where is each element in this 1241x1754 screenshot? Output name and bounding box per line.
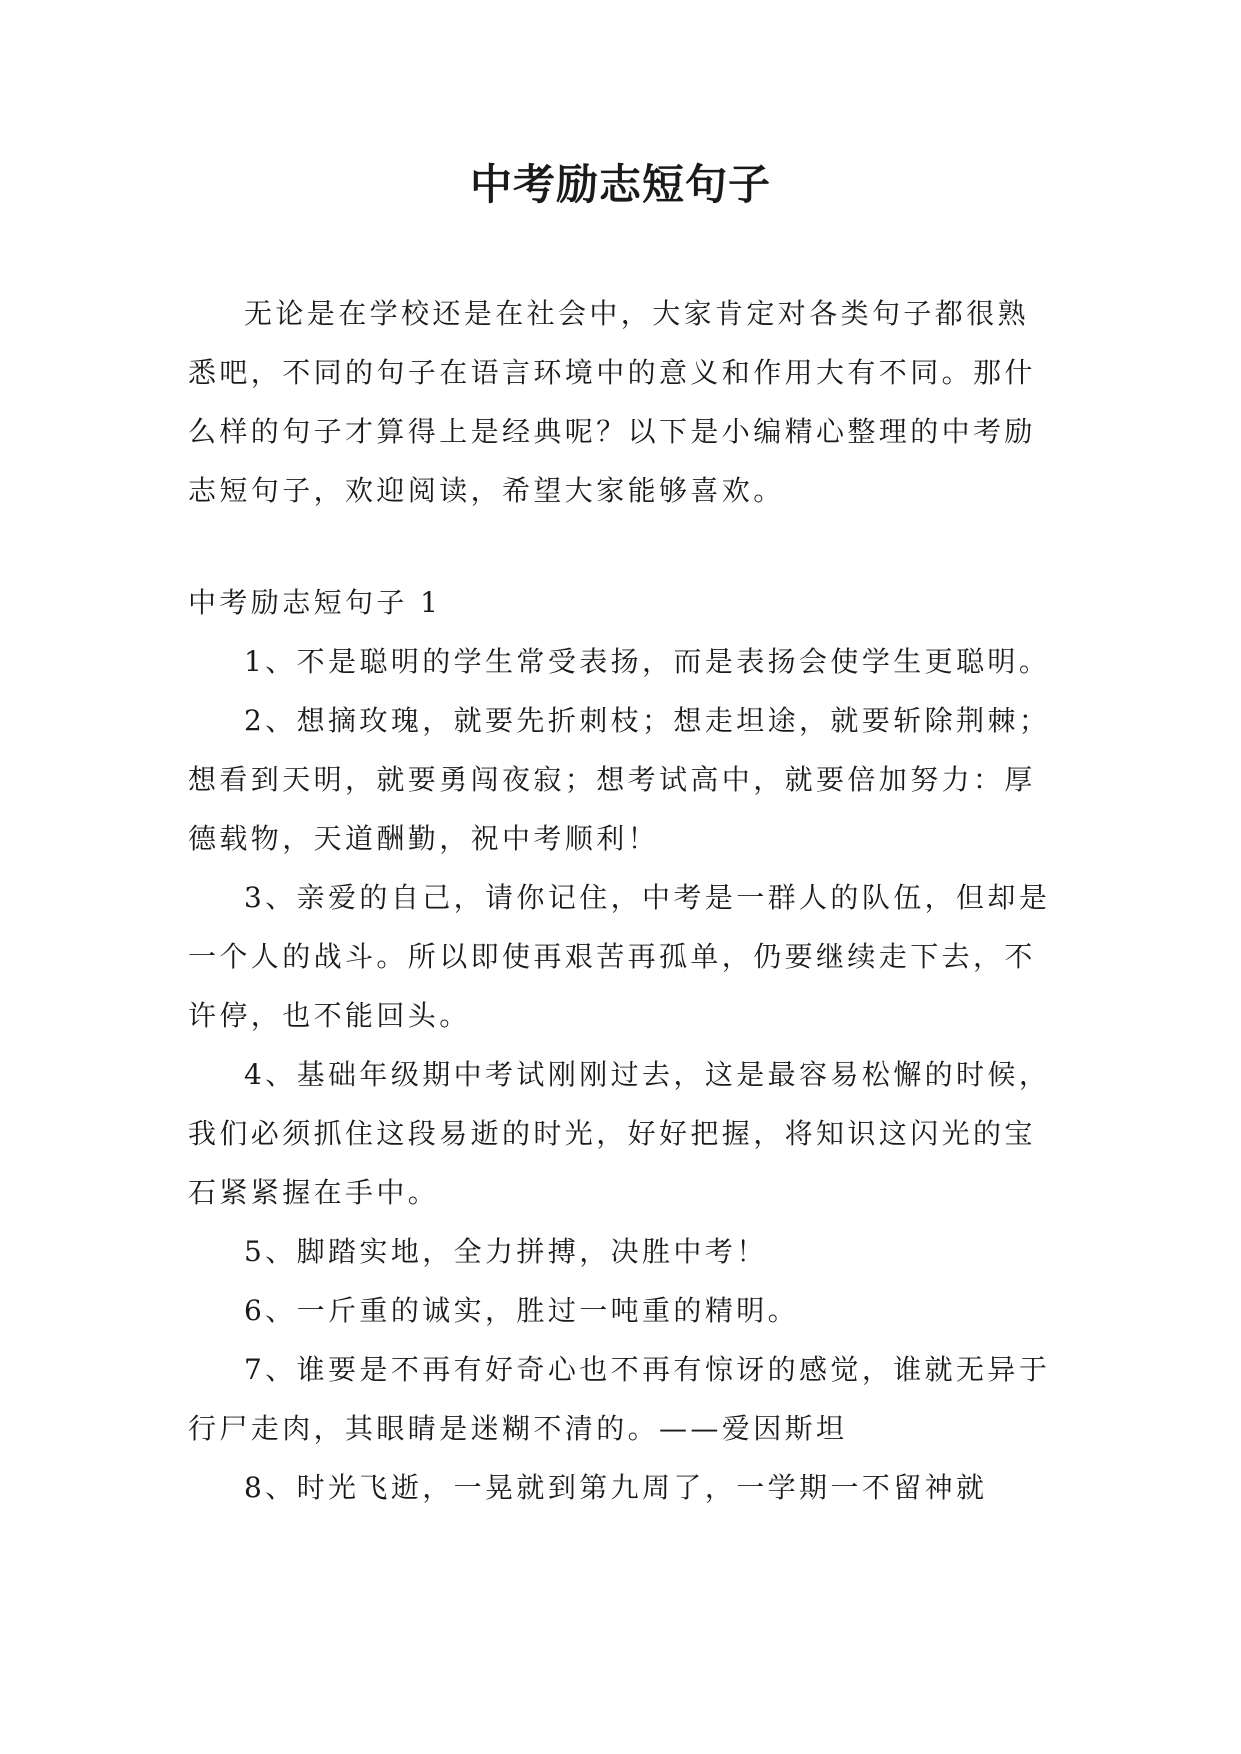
intro-paragraph-block <box>188 284 1058 520</box>
list-item: 4、基础年级期中考试刚刚过去，这是最容易松懈的时候，我们必须抓住这段易逝的时光，好好把握，将知识这闪光的宝石紧紧握在手中。 <box>188 1058 1051 1209</box>
list-item: 3、亲爱的自己，请你记住，中考是一群人的队伍，但却是一个人的战斗。所以即使再艰苦再孤单，仍要继续走下去，不许停，也不能回头。 <box>188 881 1051 1032</box>
list-item: 6、一斤重的诚实，胜过一吨重的精明。 <box>244 1294 800 1327</box>
section-heading: 中考励志短句子 1 <box>188 586 442 619</box>
intro-paragraph: 无论是在学校还是在社会中，大家肯定对各类句子都很熟悉吧，不同的句子在语言环境中的意义和作用大有不同。那什么样的句子才算得上是经典呢？以下是小编精心整理的中考励志短句子，欢迎阅读，希望大家能够喜欢。 <box>188 297 1036 507</box>
section-1 <box>188 573 1058 1517</box>
document-title: 中考励志短句子 <box>469 160 771 209</box>
list-item: 8、时光飞逝，一晃就到第九周了，一学期一不留神就 <box>244 1471 988 1504</box>
list-item: 2、想摘玫瑰，就要先折刺枝；想走坦途，就要斩除荆棘；想看到天明，就要勇闯夜寂；想考试高中，就要倍加努力：厚德载物，天道酬勤，祝中考顺利！ <box>188 704 1051 855</box>
list-item: 5、脚踏实地，全力拼搏，决胜中考！ <box>244 1235 768 1268</box>
list-item: 7、谁要是不再有好奇心也不再有惊讶的感觉，谁就无异于行尸走肉，其眼睛是迷糊不清的。——爱因斯坦 <box>188 1353 1051 1445</box>
list-item: 1、不是聪明的学生常受表扬，而是表扬会使学生更聪明。 <box>244 645 1051 678</box>
